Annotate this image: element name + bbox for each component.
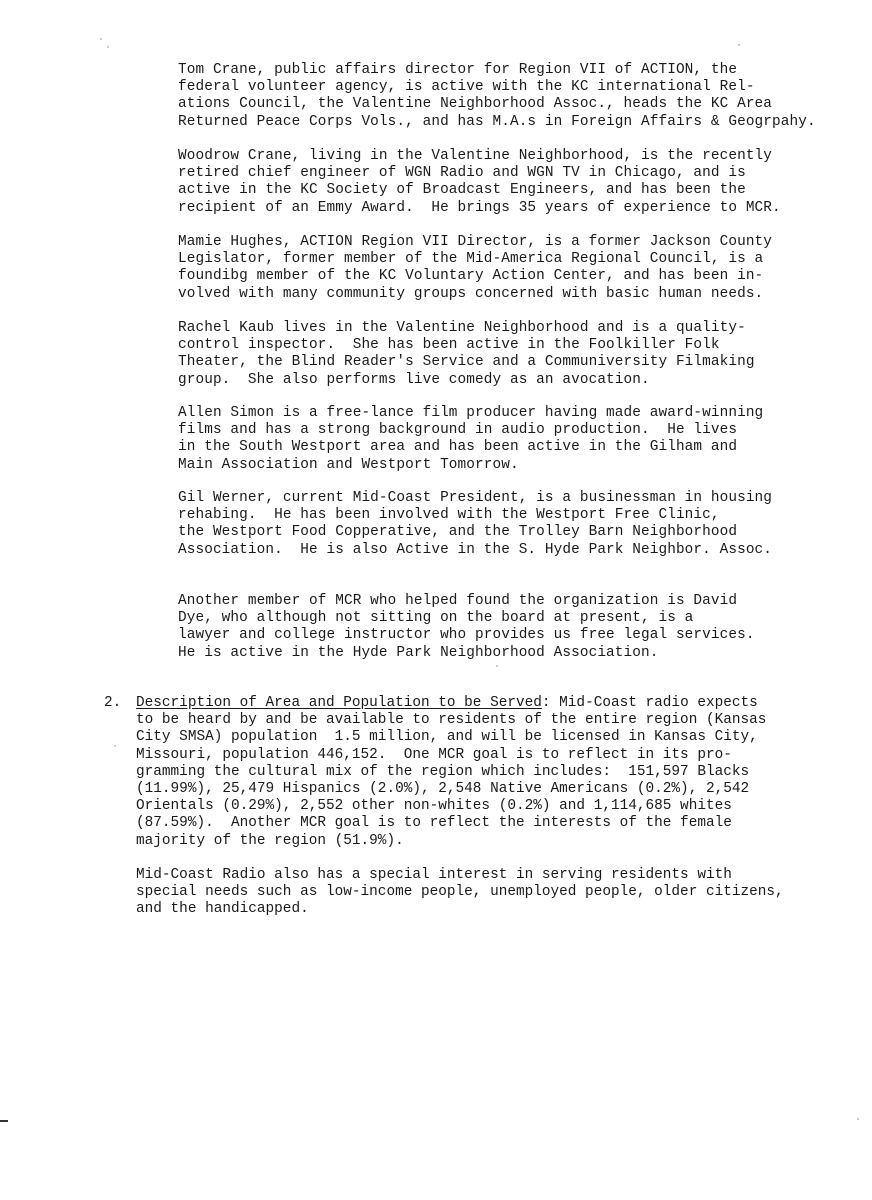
text-line: Dye, who although not sitting on the board at present, is a — [178, 610, 694, 627]
section-body — [136, 695, 766, 850]
text-line: (11.99%), 25,479 Hispanics (2.0%), 2,548 Native Americans (0.2%), 2,542 — [136, 781, 750, 798]
text-line: gramming the cultural mix of the region which includes: 151,597 Blacks — [136, 763, 750, 780]
text-line: control inspector. She has been active in the Foolkiller Folk — [178, 337, 720, 354]
section-number: 2. — [104, 695, 122, 711]
bio-tom-crane — [178, 62, 816, 131]
text-line: Association. He is also Active in the S. Hyde Park Neighbor. Assoc. — [178, 541, 773, 558]
closing-paragraph — [136, 867, 784, 919]
section-heading-rest: : Mid-Coast radio expects — [541, 695, 758, 711]
text-line: lawyer and college instructor who provides us free legal services. — [178, 627, 755, 644]
text-line: special needs such as low-income people, unemployed people, older citizens, — [136, 884, 784, 901]
text-line: group. She also performs live comedy as an avocation. — [178, 371, 650, 388]
text-line: Theater, the Blind Reader's Service and a Communiversity Filmaking — [178, 354, 755, 371]
scan-speck — [114, 745, 116, 747]
text-line: Another member of MCR who helped found the organization is David — [178, 593, 738, 609]
scan-speck — [857, 1118, 859, 1120]
margin-mark — [0, 1120, 8, 1122]
bio-gil-werner — [178, 490, 772, 559]
text-line: the Westport Food Copperative, and the Trolley Barn Neighborhood — [178, 524, 738, 541]
text-line: recipient of an Emmy Award. He brings 35 years of experience to MCR. — [178, 199, 781, 216]
text-line: City SMSA) population 1.5 million, and will be licensed in Kansas City, — [136, 729, 758, 746]
text-line: majority of the region (51.9%). — [136, 832, 404, 849]
text-line: retired chief engineer of WGN Radio and WGN TV in Chicago, and is — [178, 165, 746, 182]
text-line: Gil Werner, current Mid-Coast President, is a businessman in housing — [178, 490, 773, 506]
text-line: and the handicapped. — [136, 901, 309, 918]
text-line: Missouri, population 446,152. One MCR goal is to reflect in its pro- — [136, 746, 732, 763]
text-line: in the South Westport area and has been active in the Gilham and — [178, 439, 738, 456]
scan-speck — [496, 665, 498, 667]
text-line: to be heard by and be available to residents of the entire region (Kansas — [136, 712, 767, 729]
text-line: Allen Simon is a free-lance film producer having made award-winning — [178, 405, 764, 421]
bio-mamie-hughes — [178, 234, 772, 303]
text-line: Woodrow Crane, living in the Valentine Neighborhood, is the recently — [178, 148, 773, 164]
bio-rachel-kaub — [178, 320, 755, 389]
text-line: federal volunteer agency, is active with the KC international Rel- — [178, 79, 755, 96]
text-line: volved with many community groups concerned with basic human needs. — [178, 285, 764, 302]
text-line: (87.59%). Another MCR goal is to reflect the interests of the female — [136, 815, 732, 832]
text-line: films and has a strong background in audio production. He lives — [178, 422, 738, 439]
text-line: Mamie Hughes, ACTION Region VII Director, is a former Jackson County — [178, 234, 773, 250]
bio-allen-simon — [178, 405, 763, 474]
scan-speck — [107, 46, 109, 48]
text-line: rehabing. He has been involved with the Westport Free Clinic, — [178, 507, 720, 524]
bio-woodrow-crane — [178, 148, 781, 217]
scan-speck — [100, 38, 102, 40]
scan-speck — [738, 44, 740, 46]
text-line: Legislator, former member of the Mid-America Regional Council, is a — [178, 251, 764, 268]
text-line: Mid-Coast Radio also has a special interest in serving residents with — [136, 867, 732, 883]
section-first-line — [136, 695, 766, 712]
bio-david-dye — [178, 593, 755, 662]
text-line: Orientals (0.29%), 2,552 other non-whites (0.2%) and 1,114,685 whites — [136, 798, 732, 815]
section-heading: Description of Area and Population to be Served — [136, 695, 542, 711]
text-line: foundibg member of the KC Voluntary Action Center, and has been in- — [178, 268, 764, 285]
text-line: active in the KC Society of Broadcast Engineers, and has been the — [178, 182, 746, 199]
text-line: Returned Peace Corps Vols., and has M.A.s in Foreign Affairs & Geogrpahy. — [178, 113, 816, 130]
text-line: Tom Crane, public affairs director for Region VII of ACTION, the — [178, 62, 738, 78]
text-line: ations Council, the Valentine Neighborhood Assoc., heads the KC Area — [178, 96, 773, 113]
text-line: He is active in the Hyde Park Neighborhood Association. — [178, 644, 659, 661]
text-line: Main Association and Westport Tomorrow. — [178, 456, 519, 473]
text-line: Rachel Kaub lives in the Valentine Neighborhood and is a quality- — [178, 320, 746, 336]
